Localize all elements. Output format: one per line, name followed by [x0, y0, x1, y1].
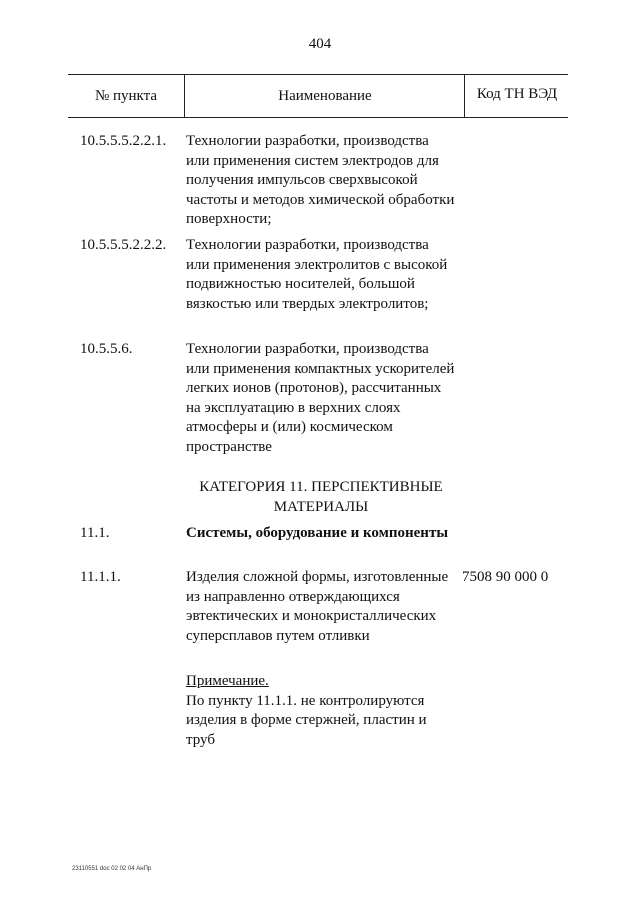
category-heading-line2: МАТЕРИАЛЫ — [273, 498, 369, 515]
entry-text: Технологии разработки, производства или применения компактных ускорителей легких ионов (протонов), рассчитанных на эксплуатацию в верхних слоях атмосферы и (или) космическом пространстве — [186, 341, 455, 455]
category-heading-line1: КАТЕГОРИЯ 11. ПЕРСПЕКТИВНЫЕ — [199, 479, 443, 495]
page-number: 404 — [308, 36, 332, 52]
section-number: 11.1. — [80, 525, 110, 541]
item-number: 11.1.1. — [80, 569, 121, 585]
entry-text: Технологии разработки, производства или применения электролитов с высокой подвижностью носителей, большой вязкостью или твердых электролитов; — [186, 237, 448, 312]
item-text: Изделия сложной формы, изготовленные из направленно отверждающихся эвтектических и монокристаллических суперсплавов путем отливки — [186, 569, 449, 644]
entry-text: Технологии разработки, производства или применения систем электродов для получения импульсов сверхвысокой частоты и методов химической обработки поверхности; — [186, 133, 455, 227]
entry-number: 10.5.5.5.2.2.2. — [80, 237, 167, 253]
entry-number: 10.5.5.6. — [80, 341, 133, 357]
header-name-column: Наименование — [184, 75, 465, 117]
note-text: По пункту 11.1.1. не контролируются изделия в форме стержней, пластин и труб — [186, 692, 427, 748]
section-title: Системы, оборудование и компоненты — [186, 525, 449, 541]
footer-code: 23110551 doc 02 02 04 АнПр — [72, 866, 152, 872]
table-header — [68, 74, 568, 118]
note-label: Примечание. — [186, 673, 269, 689]
header-number-column: № пункта — [94, 88, 158, 104]
item-code: 7508 90 000 0 — [462, 569, 549, 585]
header-code-column: Код ТН ВЭД — [464, 75, 569, 117]
note-block — [186, 672, 456, 750]
category-heading — [186, 478, 456, 517]
entry-number: 10.5.5.5.2.2.1. — [80, 133, 167, 149]
